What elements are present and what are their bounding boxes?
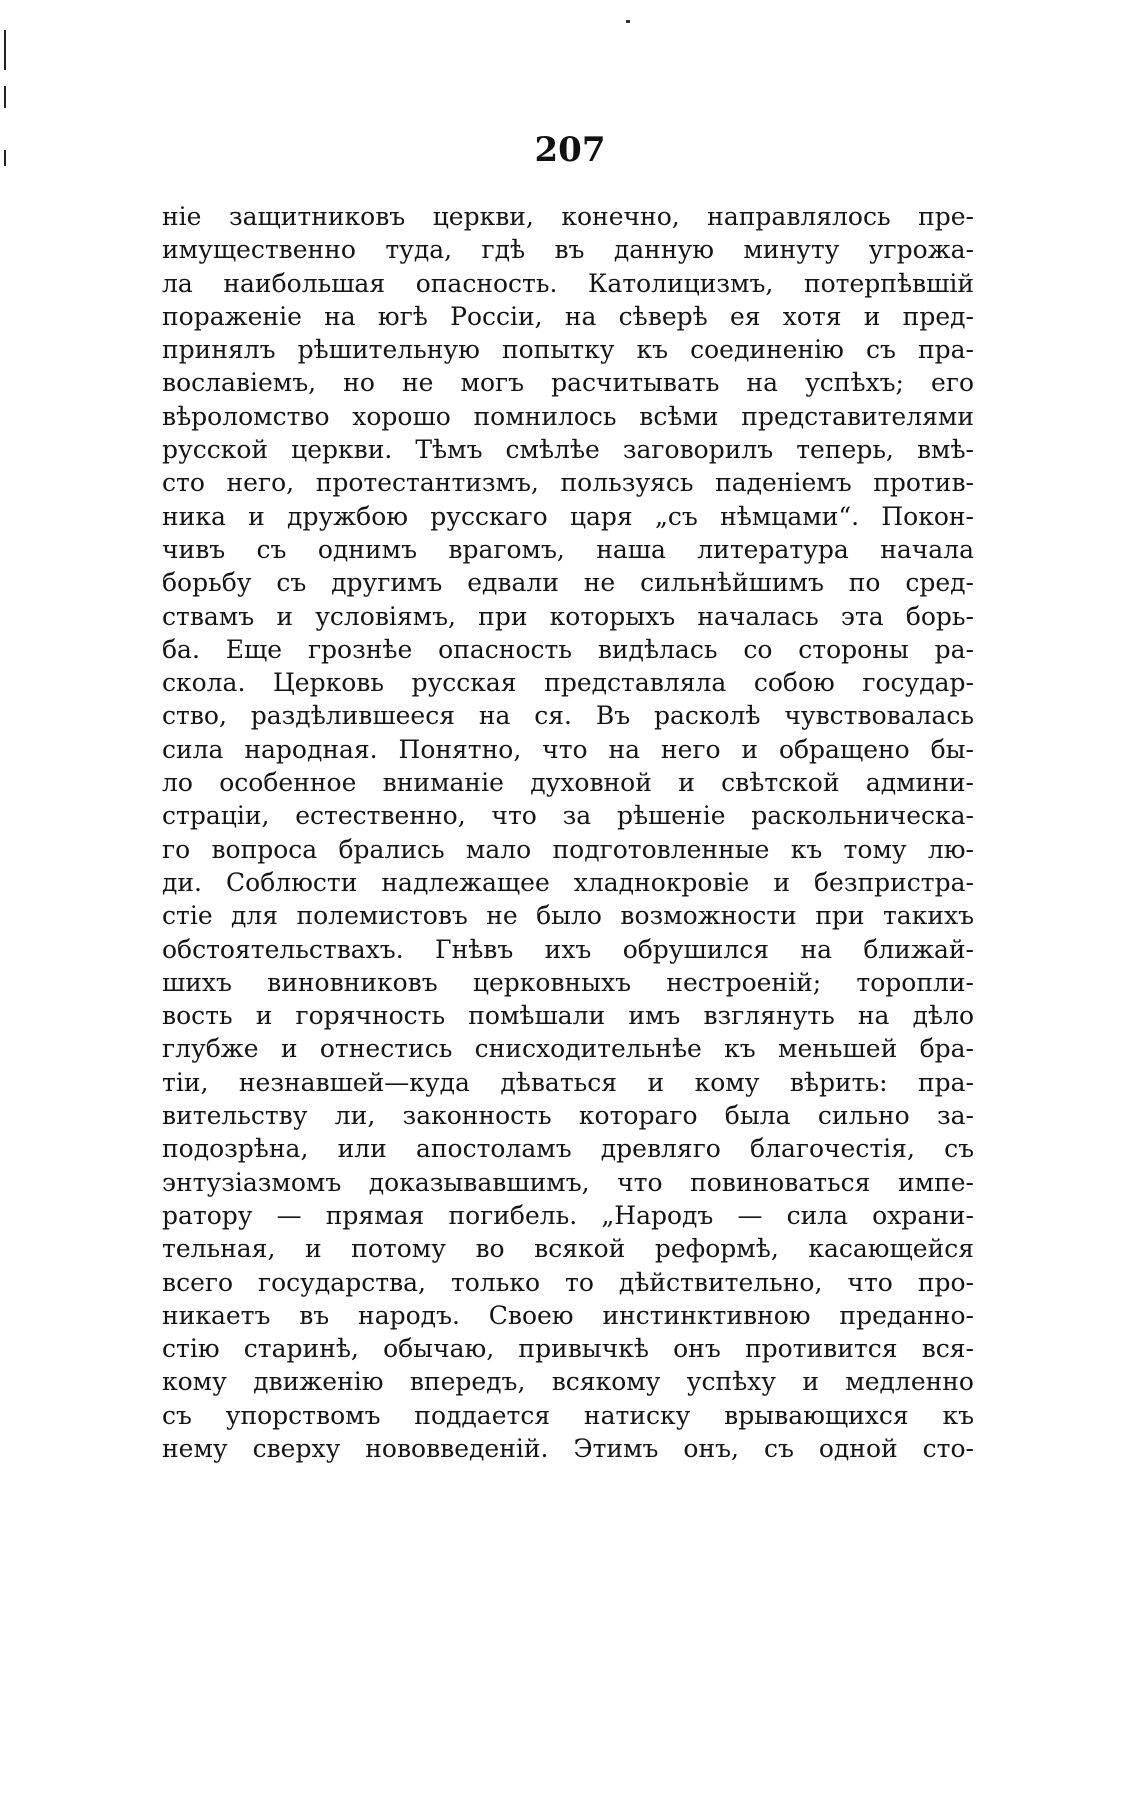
text-line: пораженіе на югѣ Россіи, на сѣверѣ ея хотя и пред- [162, 301, 974, 331]
text-line: вѣроломство хорошо помнилось всѣми представителями [162, 401, 974, 431]
text-line: стію старинѣ, обычаю, привычкѣ онъ противится вся- [162, 1334, 974, 1364]
text-line: никаетъ въ народъ. Своею инстинктивною преданно- [162, 1300, 974, 1330]
text-line: ство, раздѣлившееся на ся. Въ расколѣ чувствовалась [162, 701, 974, 731]
text-line: ло особенное вниманіе духовной и свѣтской админи- [162, 768, 974, 798]
text-line: ба. Еще грознѣе опасность видѣлась со стороны ра- [162, 634, 974, 664]
text-line: кому движенію впередъ, всякому успѣху и медленно [162, 1367, 974, 1397]
text-line: борьбу съ другимъ едвали не сильнѣйшимъ по сред- [162, 568, 974, 598]
text-line: имущественно туда, гдѣ въ данную минуту угрожа- [162, 235, 974, 265]
text-line: шихъ виновниковъ церковныхъ нестроеній; торопли- [162, 967, 974, 997]
text-line: сила народная. Понятно, что на него и обращено бы- [162, 734, 974, 764]
text-line: тіи, незнавшей—куда дѣваться и кому вѣрить: пра- [162, 1067, 974, 1097]
text-line: энтузіазмомъ доказывавшимъ, что повиноваться импе- [162, 1167, 974, 1197]
text-line: страціи, естественно, что за рѣшеніе раскольническа- [162, 801, 974, 831]
text-line: ди. Соблюсти надлежащее хладнокровіе и безпристра- [162, 867, 974, 897]
text-line: чивъ съ однимъ врагомъ, наша литература начала [162, 534, 974, 564]
text-line: нему сверху нововведеній. Этимъ онъ, съ одной сто- [162, 1433, 974, 1463]
text-line: скола. Церковь русская представляла собою государ- [162, 668, 974, 698]
text-line: обстоятельствахъ. Гнѣвъ ихъ обрушился на ближай- [162, 934, 974, 964]
text-line: ника и дружбою русскаго царя „съ нѣмцами“. Покон- [162, 501, 974, 531]
text-line: ніе защитниковъ церкви, конечно, направлялось пре- [162, 202, 974, 231]
text-line: стіе для полемистовъ не было возможности при такихъ [162, 901, 974, 931]
text-line: русской церкви. Тѣмъ смѣлѣе заговорилъ теперь, вмѣ- [162, 435, 974, 465]
text-line: сто него, протестантизмъ, пользуясь паденіемъ против- [162, 468, 974, 498]
text-line: ратору — прямая погибель. „Народъ — сила охрани- [162, 1200, 974, 1230]
page-number: 207 [534, 130, 606, 170]
body-text [162, 200, 974, 1465]
text-line: го вопроса брались мало подготовленные къ тому лю- [162, 834, 974, 864]
text-line: глубже и отнестись снисходительнѣе къ меньшей бра- [162, 1034, 974, 1064]
text-line: вительству ли, законность котораго была сильно за- [162, 1101, 974, 1131]
binding-edge [0, 0, 14, 1800]
text-line: всего государства, только то дѣйствительно, что про- [162, 1267, 974, 1297]
text-line: ствамъ и условіямъ, при которыхъ началась эта борь- [162, 601, 974, 631]
text-line: подозрѣна, или апостоламъ древляго благочестія, съ [162, 1134, 974, 1164]
text-line: принялъ рѣшительную попытку къ соединенію съ пра- [162, 335, 974, 365]
text-line: съ упорствомъ поддается натиску врывающихся къ [162, 1400, 974, 1430]
text-line: тельная, и потому во всякой реформѣ, касающейся [162, 1234, 974, 1264]
text-line: ла наибольшая опасность. Католицизмъ, потерпѣвшій [162, 268, 974, 298]
text-line: вославіемъ, но не могъ расчитывать на успѣхъ; его [162, 368, 974, 398]
text-line: вость и горячность помѣшали имъ взглянуть на дѣло [162, 1001, 974, 1031]
ink-speck [626, 20, 630, 23]
